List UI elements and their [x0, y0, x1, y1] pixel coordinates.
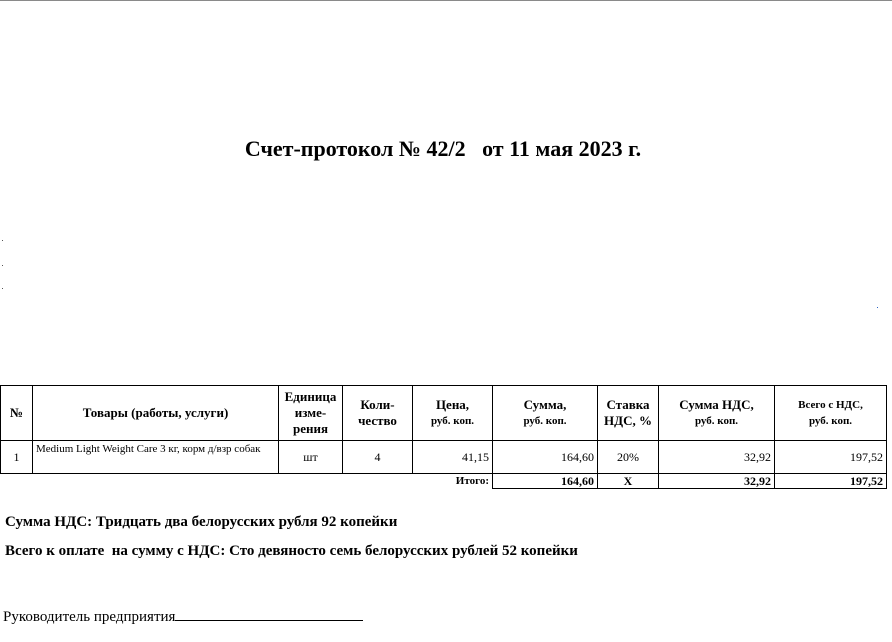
cell-vat-sum: 32,92: [659, 441, 775, 474]
table-totals-row: [1, 474, 887, 489]
header-goods: Товары (работы, услуги): [33, 386, 279, 441]
cell-unit: шт: [279, 441, 343, 474]
table-header-row: [1, 386, 887, 441]
totals-vat: 32,92: [659, 474, 775, 489]
header-num: №: [1, 386, 33, 441]
stray-mark: [2, 240, 3, 241]
stray-mark: [2, 265, 3, 266]
vat-amount-words: Сумма НДС: Тридцать два белорусских рубля 92 копейки: [5, 514, 398, 530]
totals-total: 197,52: [775, 474, 887, 489]
document-title: Счет-протокол № 42/2 от 11 мая 2023 г.: [244, 136, 642, 161]
header-vat-sum: Сумма НДС, руб. коп.: [659, 386, 775, 441]
cell-goods: Medium Light Weight Care 3 кг, корм д/взр собак: [33, 441, 279, 474]
header-qty: Коли- чество: [343, 386, 413, 441]
header-sum: Сумма, руб. коп.: [493, 386, 598, 441]
cell-price: 41,15: [413, 441, 493, 474]
table-row: [1, 441, 887, 474]
cell-qty: 4: [343, 441, 413, 474]
signature-field: [175, 608, 363, 621]
header-total-with-vat: Всего с НДС, руб. коп.: [775, 386, 887, 441]
cell-sum: 164,60: [493, 441, 598, 474]
totals-label: Итого:: [1, 474, 493, 489]
header-vat-rate: Ставка НДС, %: [598, 386, 659, 441]
signature-label: Руководитель предприятия: [3, 609, 176, 625]
top-border-line: [0, 0, 892, 1]
total-amount-words: Всего к оплате на сумму с НДС: Сто девяносто семь белорусских рублей 52 копейки: [5, 543, 578, 559]
cell-num: 1: [1, 441, 33, 474]
stray-mark: [2, 288, 3, 289]
totals-rate: X: [598, 474, 659, 489]
cell-total: 197,52: [775, 441, 887, 474]
stray-mark: [877, 307, 878, 308]
header-unit: Единица изме- рения: [279, 386, 343, 441]
totals-sum: 164,60: [493, 474, 598, 489]
header-price: Цена, руб. коп.: [413, 386, 493, 441]
invoice-table: [0, 385, 887, 489]
signature-line: [3, 608, 363, 626]
cell-vat-rate: 20%: [598, 441, 659, 474]
